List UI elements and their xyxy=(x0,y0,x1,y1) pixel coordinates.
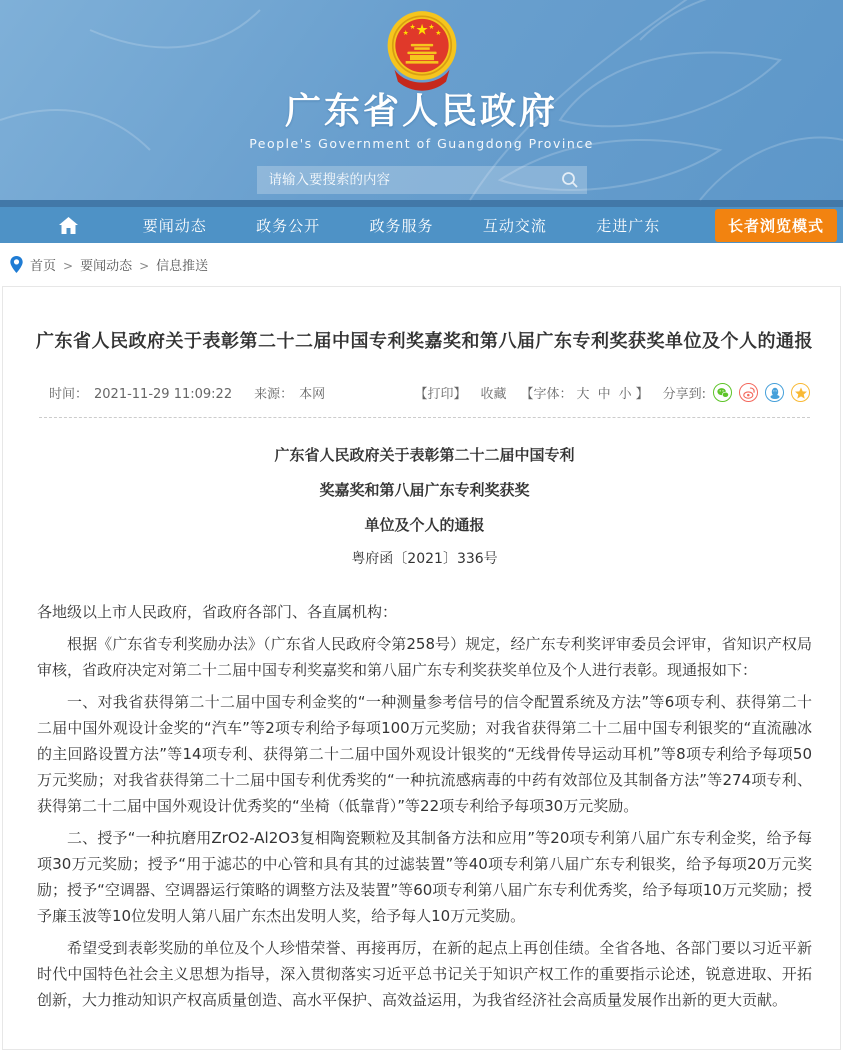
favorite-button[interactable]: 收藏 xyxy=(480,387,507,402)
svg-text:★: ★ xyxy=(408,23,416,32)
home-icon[interactable] xyxy=(48,217,88,234)
font-size-label: 【字体： xyxy=(520,387,573,402)
breadcrumb-item-2[interactable]: 要闻动态 xyxy=(80,259,133,274)
breadcrumb-item-1[interactable]: 首页 xyxy=(30,259,57,274)
article-card xyxy=(2,286,841,1050)
nav-items xyxy=(88,215,715,236)
time-label: 时间： xyxy=(49,387,89,402)
article-meta-right xyxy=(401,383,811,402)
nav-item-1[interactable]: 要闻动态 xyxy=(142,216,207,235)
article-title: 广东省人民政府关于表彰第二十二届中国专利奖嘉奖和第八届广东专利奖获奖单位及个人的通报 xyxy=(36,331,813,352)
svg-text:★: ★ xyxy=(434,29,441,38)
font-size-options xyxy=(573,387,636,402)
paragraph-1: 各地级以上市人民政府，省政府各部门、各直属机构： xyxy=(37,603,398,621)
source-value: 本网 xyxy=(299,387,326,402)
paragraph-4: 二、授予“一种抗磨用ZrO2-Al2O3复相陶瓷颗粒及其制备方法和应用”等20项专利第八届广东专利金奖，给予每项30万元奖励；授予“用于滤芯的中心管和具有其的过滤装置”等40项专利第八届广东专利银奖，给予每项20万元奖励；授予“空调器、空调器运行策略的调整方法及装置”等60项专利第八届广东专利优秀奖，给予每项10万元奖励；授予廉玉波等10位发明人第八届广东杰出发明人奖，给予每人10万元奖励。 xyxy=(37,829,812,925)
source-label: 来源： xyxy=(254,387,294,402)
nav-top-strip xyxy=(0,200,843,207)
paragraph-5: 希望受到表彰奖励的单位及个人珍惜荣誉、再接再厉，在新的起点上再创佳绩。全省各地、各部门要以习近平新时代中国特色社会主义思想为指导，深入贯彻落实习近平总书记关于知识产权工作的重要指示论述，锐意进取、开拓创新，大力推动知识产权高质量创造、高水平保护、高效益运用，为我省经济社会高质量发展作出新的更大贡献。 xyxy=(37,939,812,1009)
share-qzone-star-icon[interactable] xyxy=(791,383,810,402)
share-wechat-icon[interactable] xyxy=(713,383,732,402)
doc-title-line-2: 奖嘉奖和第八届广东专利奖获奖 xyxy=(319,481,530,499)
article-body xyxy=(33,599,816,1013)
font-size-control xyxy=(521,383,649,402)
main-nav xyxy=(0,207,843,243)
time-value: 2021-11-29 11:09:22 xyxy=(94,387,233,402)
breadcrumb xyxy=(0,243,843,286)
svg-text:★: ★ xyxy=(414,21,429,39)
site-subtitle: People's Government of Guangdong Province xyxy=(249,136,594,151)
breadcrumb-separator: > xyxy=(139,259,150,273)
print-button[interactable]: 【打印】 xyxy=(414,387,467,402)
nav-item-4[interactable]: 互动交流 xyxy=(482,216,547,235)
share-label: 分享到: xyxy=(662,387,706,402)
location-pin-icon xyxy=(10,256,23,273)
elder-mode-button[interactable]: 长者浏览模式 xyxy=(715,209,837,242)
font-size-option-1[interactable]: 大 xyxy=(576,387,590,402)
paragraph-3: 一、对我省获得第二十二届中国专利金奖的“一种测量参考信号的信令配置系统及方法”等6项专利、获得第二十二届中国外观设计金奖的“汽车”等2项专利给予每项100万元奖励；对我省获得第二十二届中国专利银奖的“直流融冰的主回路设置方法”等14项专利、获得第二十二届中国外观设计银奖的“无线骨传导运动耳机”等8项专利给予每项50万元奖励；对我省获得第二十二届中国专利优秀奖的“一种抗流感病毒的中药有效部位及其制备方法”等274项专利、获得第二十二届中国外观设计优秀奖的“坐椅（低靠背）”等22项专利给予每项30万元奖励。 xyxy=(37,693,812,815)
doc-title-lines xyxy=(33,438,816,543)
breadcrumb-items xyxy=(30,255,208,274)
article-meta xyxy=(33,383,816,402)
svg-text:★: ★ xyxy=(427,23,435,32)
nav-item-5[interactable]: 走进广东 xyxy=(596,216,661,235)
breadcrumb-separator: > xyxy=(63,259,74,273)
share-weibo-icon[interactable] xyxy=(739,383,758,402)
search-input[interactable] xyxy=(257,166,587,194)
paragraph-2: 根据《广东省专利奖励办法》（广东省人民政府令第258号）规定，经广东专利奖评审委员会评审，省知识产权局审核，省政府决定对第二十二届中国专利奖嘉奖和第八届广东专利奖获奖单位及个人进行表彰。现通报如下： xyxy=(37,635,812,679)
doc-title-line-1: 广东省人民政府关于表彰第二十二届中国专利 xyxy=(274,446,575,464)
font-size-option-2[interactable]: 中 xyxy=(597,387,611,402)
breadcrumb-item-3[interactable]: 信息推送 xyxy=(156,259,209,274)
doc-title-line-3: 单位及个人的通报 xyxy=(364,516,485,534)
font-size-label-close: 】 xyxy=(635,387,649,402)
site-title: 广东省人民政府 xyxy=(284,91,558,132)
national-emblem xyxy=(379,6,465,92)
site-header xyxy=(0,0,843,200)
font-size-option-3[interactable]: 小 xyxy=(618,387,632,402)
article-meta-left xyxy=(49,383,331,402)
search-box[interactable] xyxy=(257,166,587,194)
share-qq-icon[interactable] xyxy=(765,383,784,402)
svg-text:★: ★ xyxy=(402,29,409,38)
search-icon[interactable] xyxy=(561,171,579,189)
doc-number: 粤府函〔2021〕336号 xyxy=(351,551,498,567)
dashed-divider xyxy=(39,417,810,418)
nav-item-2[interactable]: 政务公开 xyxy=(256,216,321,235)
nav-item-3[interactable]: 政务服务 xyxy=(369,216,434,235)
